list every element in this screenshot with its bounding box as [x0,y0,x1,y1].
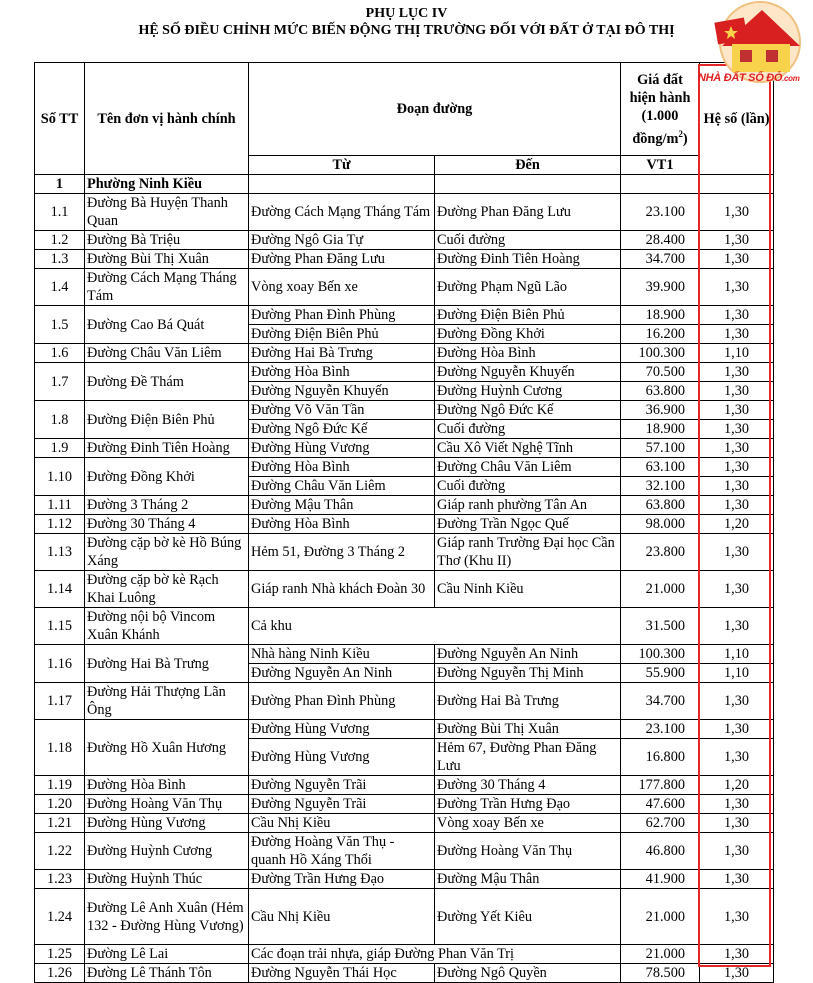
row-price: 62.700 [621,814,700,833]
row-coef: 1,30 [700,477,774,496]
row-from: Đường Mậu Thân [249,496,435,515]
row-stt: 1.25 [35,945,85,964]
row-name: Đường Lê Lai [85,945,249,964]
row-to: Đường Bùi Thị Xuân [435,720,621,739]
row-from: Cả khu [249,608,621,645]
row-name: Đường 30 Tháng 4 [85,515,249,534]
row-from: Đường Điện Biên Phủ [249,325,435,344]
row-name: Đường cặp bờ kè Rạch Khai Luông [85,571,249,608]
row-name: Đường Hùng Vương [85,814,249,833]
row-coef: 1,30 [700,231,774,250]
header-stt: Số TT [35,63,85,175]
row-to: Cuối đường [435,420,621,439]
row-price: 16.800 [621,739,700,776]
row-name: Đường Cao Bá Quát [85,306,249,344]
row-price: 36.900 [621,401,700,420]
row-stt: 1.1 [35,194,85,231]
row-coef: 1,30 [700,496,774,515]
row-from: Đường Hòa Bình [249,515,435,534]
table-row [35,571,774,608]
row-coef: 1,10 [700,344,774,363]
row-name: Đường Huỳnh Thúc [85,870,249,889]
logo-text: NHÀ ĐẤT SỐ ĐỎ.com [698,72,800,84]
row-price: 46.800 [621,833,700,870]
row-name: Đường Bà Huyện Thanh Quan [85,194,249,231]
row-from: Đường Nguyễn Khuyến [249,382,435,401]
row-name: Đường 3 Tháng 2 [85,496,249,515]
row-from: Đường Nguyễn An Ninh [249,664,435,683]
header-name: Tên đơn vị hành chính [85,63,249,175]
row-coef: 1,30 [700,608,774,645]
row-price: 47.600 [621,795,700,814]
row-name: Đường Huỳnh Cương [85,833,249,870]
table-row [35,194,774,231]
table-row [35,496,774,515]
row-from: Đường Hoàng Văn Thụ - quanh Hồ Xáng Thổi [249,833,435,870]
row-coef: 1,30 [700,571,774,608]
row-price: 28.400 [621,231,700,250]
row-stt: 1.9 [35,439,85,458]
row-stt: 1.3 [35,250,85,269]
row-from: Đường Trần Hưng Đạo [249,870,435,889]
row-coef: 1,20 [700,776,774,795]
row-stt: 1.24 [35,889,85,945]
row-coef: 1,30 [700,382,774,401]
table-body [35,175,774,983]
row-price: 34.700 [621,250,700,269]
row-coef: 1,30 [700,945,774,964]
row-stt: 1.11 [35,496,85,515]
row-from: Đường Ngô Gia Tự [249,231,435,250]
row-from: Đường Hai Bà Trưng [249,344,435,363]
row-stt: 1.22 [35,833,85,870]
row-coef: 1,30 [700,795,774,814]
header-from: Từ [249,156,435,175]
row-to: Đường Mậu Thân [435,870,621,889]
section-stt: 1 [35,175,85,194]
row-stt: 1.17 [35,683,85,720]
row-to: Cầu Ninh Kiều [435,571,621,608]
row-coef: 1,30 [700,250,774,269]
row-stt: 1.16 [35,645,85,683]
row-price: 23.800 [621,534,700,571]
row-to: Cuối đường [435,231,621,250]
header-coef: Hệ số (lần) [700,63,774,175]
row-name: Đường Cách Mạng Tháng Tám [85,269,249,306]
row-price: 21.000 [621,571,700,608]
row-coef: 1,30 [700,739,774,776]
table-row [35,306,774,325]
row-to: Đường Hoàng Văn Thụ [435,833,621,870]
row-from: Đường Võ Văn Tần [249,401,435,420]
row-price: 63.800 [621,382,700,401]
row-to: Vòng xoay Bến xe [435,814,621,833]
highlight-box [698,64,771,967]
row-from: Cầu Nhị Kiều [249,889,435,945]
row-coef: 1,30 [700,269,774,306]
row-to: Đường Hai Bà Trưng [435,683,621,720]
table-row [35,776,774,795]
row-price: 41.900 [621,870,700,889]
row-name: Đường cặp bờ kè Hồ Búng Xáng [85,534,249,571]
row-price: 63.100 [621,458,700,477]
row-coef: 1,30 [700,683,774,720]
row-to: Cuối đường [435,477,621,496]
table-row [35,269,774,306]
row-stt: 1.8 [35,401,85,439]
row-price: 18.900 [621,306,700,325]
row-coef: 1,30 [700,870,774,889]
table-row [35,833,774,870]
row-price: 70.500 [621,363,700,382]
row-from: Đường Châu Văn Liêm [249,477,435,496]
row-name: Đường Hòa Bình [85,776,249,795]
row-from: Đường Nguyễn Trãi [249,776,435,795]
row-price: 31.500 [621,608,700,645]
row-to: Đường Ngô Đức Kế [435,401,621,420]
row-to: Đường Trần Ngọc Quế [435,515,621,534]
row-stt: 1.21 [35,814,85,833]
row-price: 57.100 [621,439,700,458]
row-from: Giáp ranh Nhà khách Đoàn 30 [249,571,435,608]
header-to: Đến [435,156,621,175]
row-to: Đường Yết Kiêu [435,889,621,945]
row-from: Đường Phan Đăng Lưu [249,250,435,269]
row-stt: 1.26 [35,964,85,983]
row-to: Đường Nguyễn An Ninh [435,645,621,664]
row-from: Vòng xoay Bến xe [249,269,435,306]
row-to: Đường Đinh Tiên Hoàng [435,250,621,269]
row-name: Đường Lê Thánh Tôn [85,964,249,983]
row-name: Đường Bà Triệu [85,231,249,250]
row-name: Đường Châu Văn Liêm [85,344,249,363]
table-row [35,231,774,250]
row-name: Đường Đồng Khởi [85,458,249,496]
row-from: Đường Nguyễn Trãi [249,795,435,814]
row-price: 18.900 [621,420,700,439]
row-coef: 1,30 [700,194,774,231]
row-stt: 1.5 [35,306,85,344]
row-from: Cầu Nhị Kiều [249,814,435,833]
row-stt: 1.7 [35,363,85,401]
row-from: Hẻm 51, Đường 3 Tháng 2 [249,534,435,571]
row-stt: 1.15 [35,608,85,645]
table-row [35,515,774,534]
row-price: 23.100 [621,194,700,231]
row-price: 21.000 [621,945,700,964]
row-price: 63.800 [621,496,700,515]
row-name: Đường Hải Thượng Lãn Ông [85,683,249,720]
row-stt: 1.20 [35,795,85,814]
table-row [35,608,774,645]
row-from: Đường Hùng Vương [249,739,435,776]
row-coef: 1,30 [700,833,774,870]
row-to: Đường Trần Hưng Đạo [435,795,621,814]
row-price: 100.300 [621,645,700,664]
row-coef: 1,30 [700,814,774,833]
row-from: Đường Nguyễn Thái Học [249,964,435,983]
row-stt: 1.13 [35,534,85,571]
table-row [35,344,774,363]
row-to: Giáp ranh Trường Đại học Cần Thơ (Khu II) [435,534,621,571]
row-to: Đường Đồng Khởi [435,325,621,344]
table-row [35,945,774,964]
header-price: Giá đất hiện hành (1.000 đồng/$m^2$) [621,63,700,156]
row-price: 78.500 [621,964,700,983]
row-coef: 1,30 [700,420,774,439]
row-name: Đường Hoàng Văn Thụ [85,795,249,814]
row-coef: 1,30 [700,363,774,382]
row-coef: 1,30 [700,325,774,344]
row-from: Đường Phan Đình Phùng [249,683,435,720]
table-row [35,363,774,382]
row-from: Đường Hòa Bình [249,458,435,477]
row-price: 21.000 [621,889,700,945]
row-price: 55.900 [621,664,700,683]
row-from: Đường Hùng Vương [249,439,435,458]
row-from: Đường Hòa Bình [249,363,435,382]
row-to: Đường Nguyễn Thị Minh [435,664,621,683]
row-price: 32.100 [621,477,700,496]
row-coef: 1,30 [700,439,774,458]
row-stt: 1.23 [35,870,85,889]
row-price: 100.300 [621,344,700,363]
row-to: Đường Phan Đăng Lưu [435,194,621,231]
row-stt: 1.6 [35,344,85,363]
row-to: Hẻm 67, Đường Phan Đăng Lưu [435,739,621,776]
table-row [35,439,774,458]
table-row [35,458,774,477]
row-coef: 1,30 [700,306,774,325]
row-to: Đường Phạm Ngũ Lão [435,269,621,306]
table-row [35,534,774,571]
row-coef: 1,30 [700,458,774,477]
table-row [35,683,774,720]
row-coef: 1,30 [700,720,774,739]
row-price: 98.000 [621,515,700,534]
row-price: 39.900 [621,269,700,306]
row-price: 177.800 [621,776,700,795]
row-stt: 1.10 [35,458,85,496]
table-row [35,889,774,945]
row-coef: 1,20 [700,515,774,534]
appendix-title: PHỤ LỤC IV [365,6,448,21]
header-segment: Đoạn đường [249,63,621,156]
row-name: Đường nội bộ Vincom Xuân Khánh [85,608,249,645]
price-coefficient-table [34,62,774,983]
row-to: Đường 30 Tháng 4 [435,776,621,795]
row-from: Đường Cách Mạng Tháng Tám [249,194,435,231]
row-to: Đường Châu Văn Liêm [435,458,621,477]
row-from: Đường Phan Đình Phùng [249,306,435,325]
row-stt: 1.4 [35,269,85,306]
row-to: Đường Điện Biên Phủ [435,306,621,325]
table-row [35,795,774,814]
row-to: Đường Nguyễn Khuyến [435,363,621,382]
row-stt: 1.18 [35,720,85,776]
row-from: Nhà hàng Ninh Kiều [249,645,435,664]
row-stt: 1.12 [35,515,85,534]
row-name: Đường Hồ Xuân Hương [85,720,249,776]
table-row [35,964,774,983]
document-heading: HỆ SỐ ĐIỀU CHỈNH MỨC BIẾN ĐỘNG THỊ TRƯỜNG ĐỐI VỚI ĐẤT Ở TẠI ĐÔ THỊ [138,23,675,38]
table-row [35,720,774,739]
row-coef: 1,30 [700,401,774,420]
table-row [35,870,774,889]
section-row [35,175,774,194]
row-name: Đường Đề Thám [85,363,249,401]
row-to: Giáp ranh phường Tân An [435,496,621,515]
house-logo-icon [700,0,813,100]
row-to: Đường Hòa Bình [435,344,621,363]
row-stt: 1.14 [35,571,85,608]
row-coef: 1,10 [700,645,774,664]
row-to: Cầu Xô Viết Nghệ Tĩnh [435,439,621,458]
row-from: Đường Ngô Đức Kế [249,420,435,439]
row-stt: 1.19 [35,776,85,795]
row-name: Đường Đinh Tiên Hoàng [85,439,249,458]
table-row [35,401,774,420]
row-coef: 1,30 [700,534,774,571]
header-vt: VT1 [621,156,700,175]
row-from: Đường Hùng Vương [249,720,435,739]
table-row [35,645,774,664]
row-coef: 1,30 [700,889,774,945]
row-name: Đường Bùi Thị Xuân [85,250,249,269]
row-price: 16.200 [621,325,700,344]
table-row [35,814,774,833]
table-row [35,250,774,269]
row-stt: 1.2 [35,231,85,250]
row-from: Các đoạn trải nhựa, giáp Đường Phan Văn Trị [249,945,621,964]
section-name: Phường Ninh Kiều [85,175,249,194]
row-name: Đường Lê Anh Xuân (Hẻm 132 - Đường Hùng Vương) [85,889,249,945]
row-price: 34.700 [621,683,700,720]
row-price: 23.100 [621,720,700,739]
row-coef: 1,10 [700,664,774,683]
row-name: Đường Hai Bà Trưng [85,645,249,683]
row-coef: 1,30 [700,964,774,983]
row-to: Đường Ngô Quyền [435,964,621,983]
row-name: Đường Điện Biên Phủ [85,401,249,439]
row-to: Đường Huỳnh Cương [435,382,621,401]
